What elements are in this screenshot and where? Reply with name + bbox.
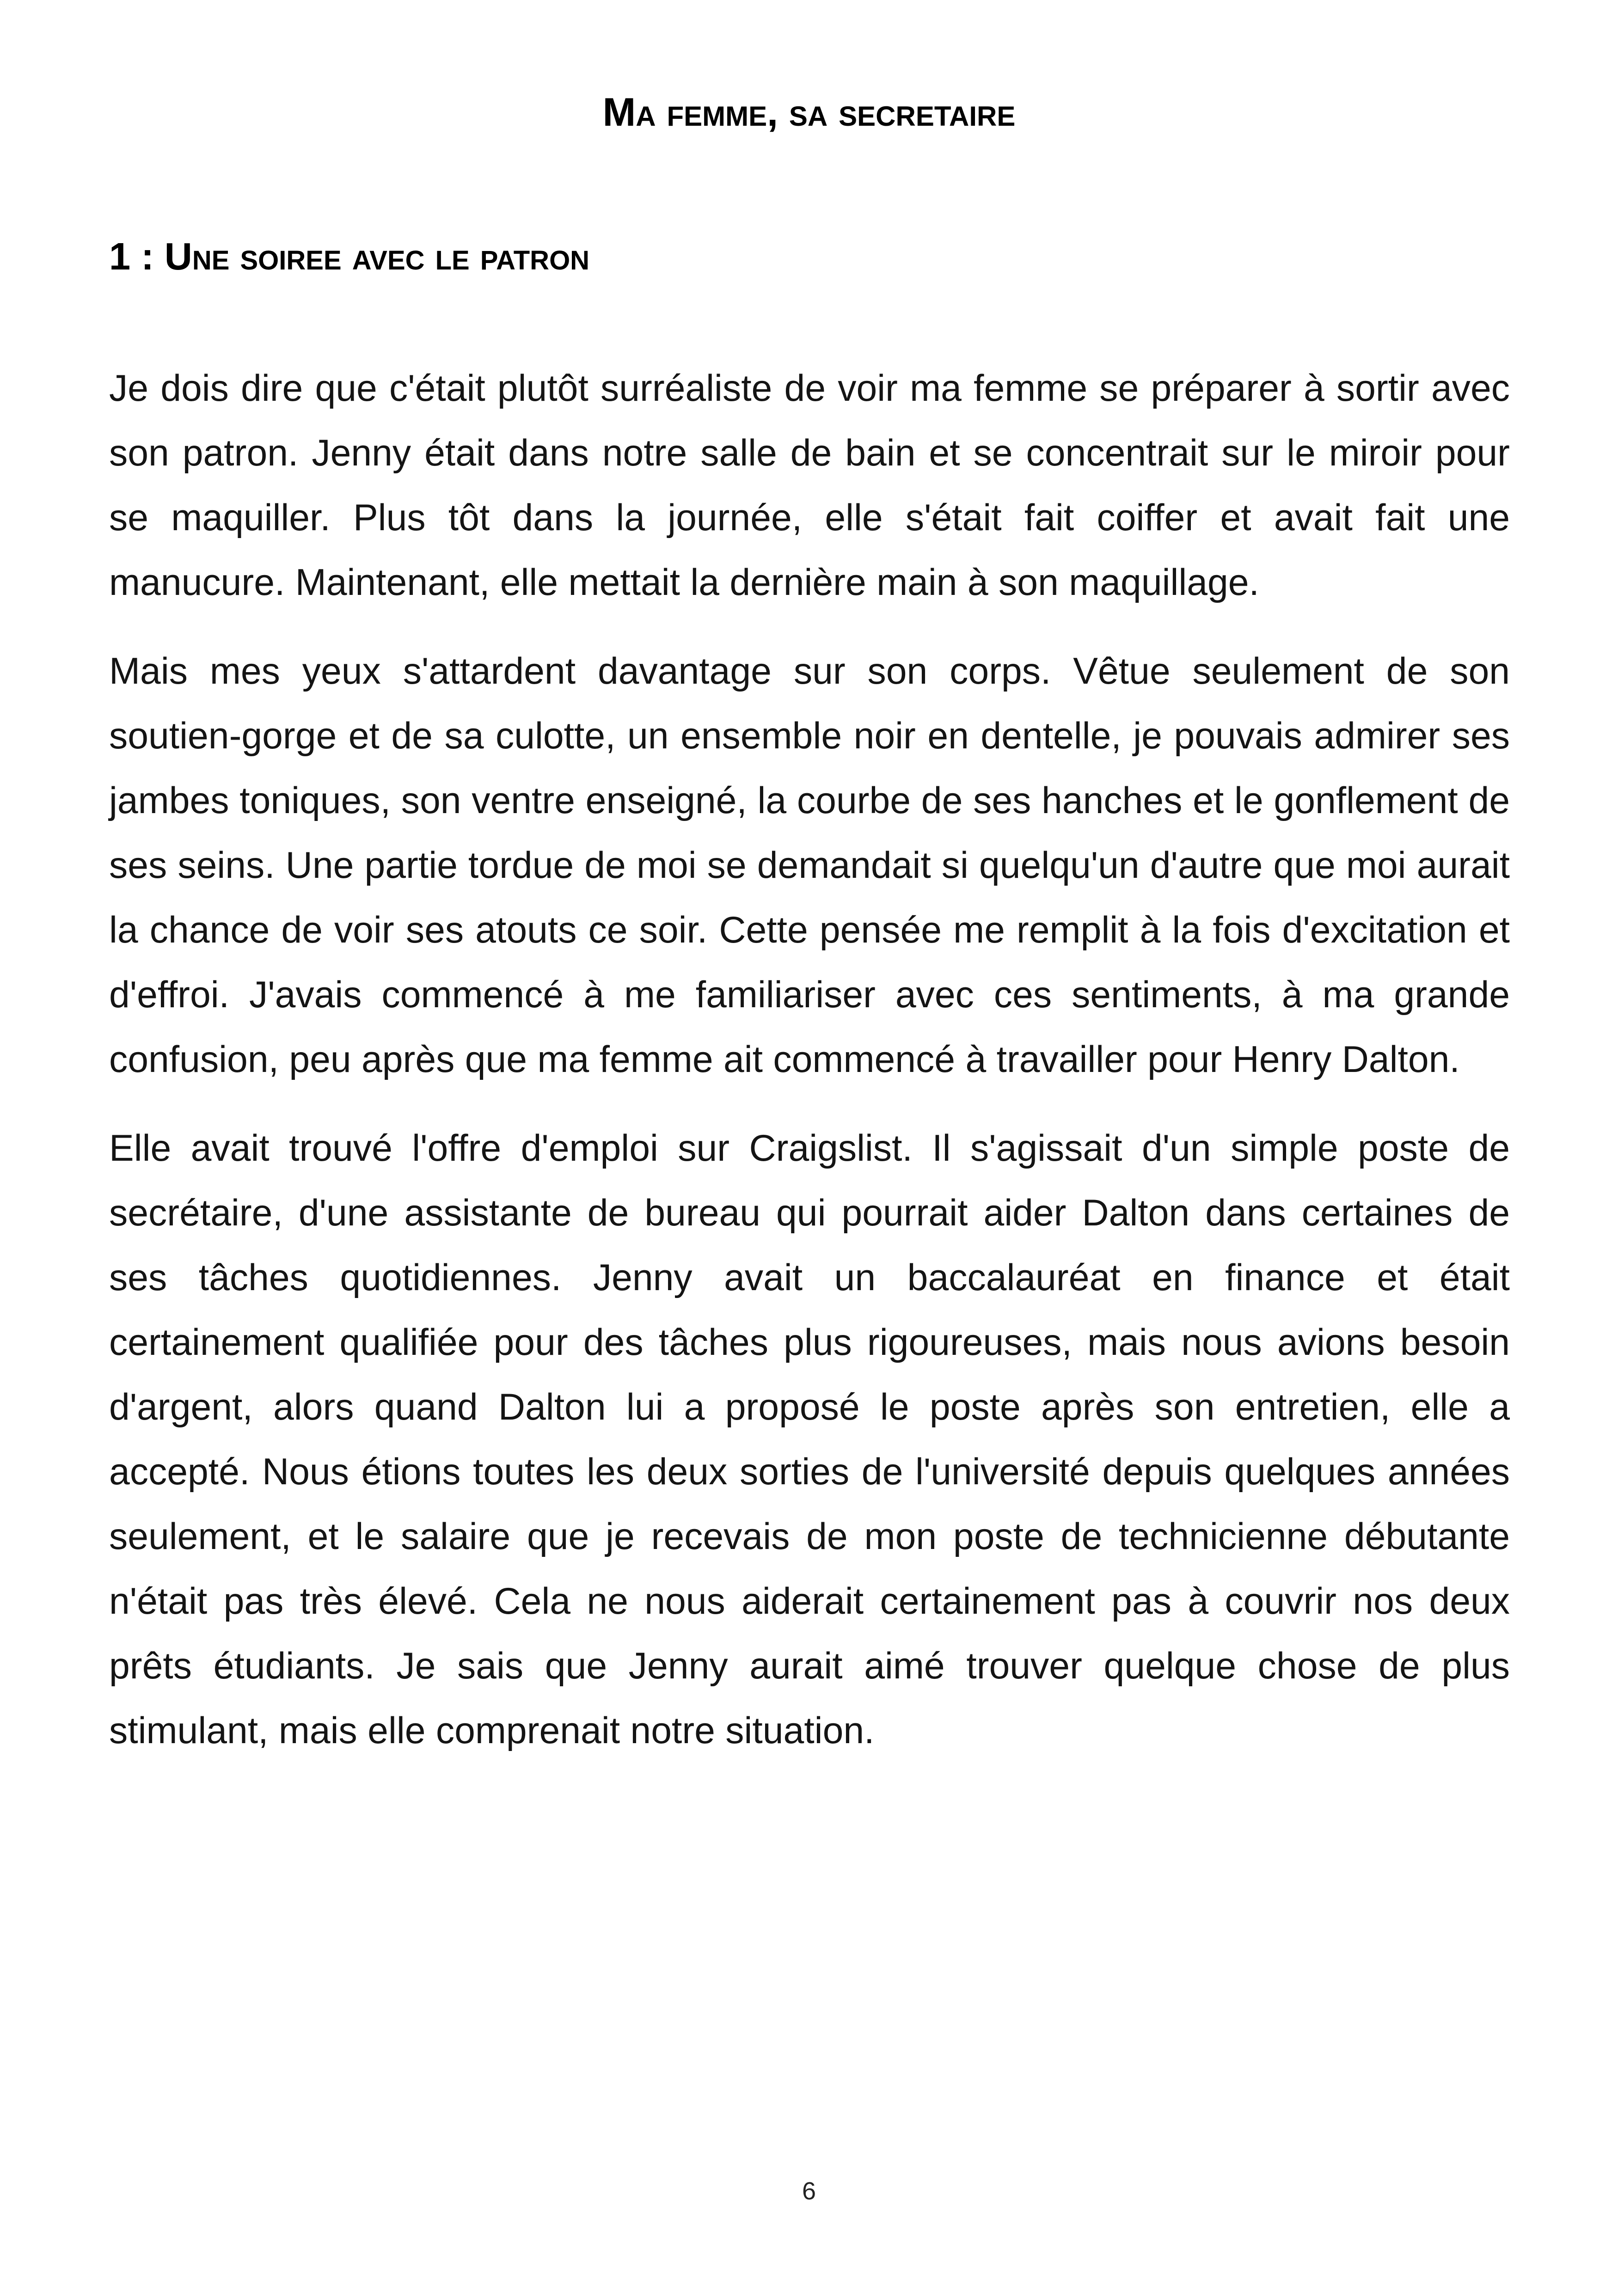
paragraph-3: Elle avait trouvé l'offre d'emploi sur Craigslist. Il s'agissait d'un simple poste de secrétaire, d'une assistante de bureau qui pourrait aider Dalton dans certaines de ses tâches quotidiennes. Jenny avait un baccalauréat en finance et était certainement qualifiée pour des tâches plus rigoureuses, mais nous avions besoin d'argent, alors quand Dalton lui a proposé le poste après son entretien, elle a accepté. Nous étions toutes les deux sorties de l'université depuis quelques années seulement, et le salaire que je recevais de mon poste de technicienne débutante n'était pas très élevé. Cela ne nous aiderait certainement pas à couvrir nos deux prêts étudiants. Je sais que Jenny aurait aimé trouver quelque chose de plus stimulant, mais elle comprenait notre situation. xyxy=(109,1127,1510,1751)
paragraph-1: Je dois dire que c'était plutôt surréaliste de voir ma femme se préparer à sortir avec son patron. Jenny était dans notre salle de bain et se concentrait sur le miroir pour se maquiller. Plus tôt dans la journée, elle s'était fait coiffer et avait fait une manucure. Maintenant, elle mettait la dernière main à son maquillage. xyxy=(109,367,1510,603)
paragraph-2: Mais mes yeux s'attardent davantage sur son corps. Vêtue seulement de son soutien-gorge et de sa culotte, un ensemble noir en dentelle, je pouvais admirer ses jambes toniques, son ventre enseigné, la courbe de ses hanches et le gonflement de ses seins. Une partie tordue de moi se demandait si quelqu'un d'autre que moi aurait la chance de voir ses atouts ce soir. Cette pensée me remplit à la fois d'excitation et d'effroi. J'avais commencé à me familiariser avec ces sentiments, à ma grande confusion, peu après que ma femme ait commencé à travailler pour Henry Dalton. xyxy=(109,650,1510,1080)
page-number: 6 xyxy=(802,2177,816,2205)
book-title: Ma femme, sa secretaire xyxy=(602,90,1016,135)
chapter-body xyxy=(109,356,1510,1787)
chapter-title: 1 : Une soiree avec le patron xyxy=(109,235,590,278)
